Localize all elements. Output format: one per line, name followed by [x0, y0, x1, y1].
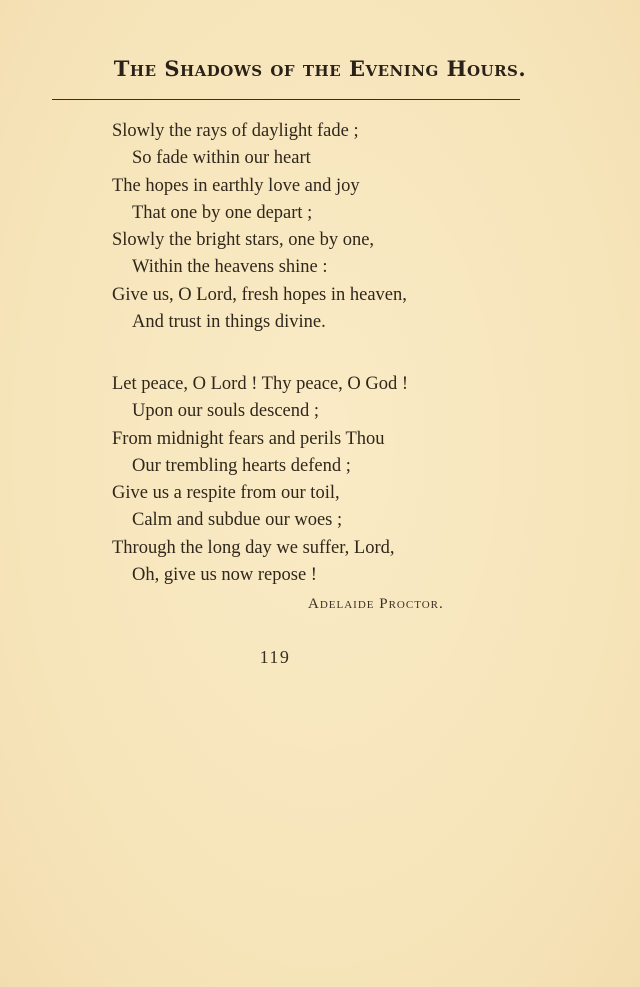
poem-line: Oh, give us now repose ! [132, 565, 317, 586]
poem-line: Upon our souls descend ; [132, 401, 320, 422]
header-rule [52, 99, 520, 100]
stanza-2 [112, 371, 492, 589]
poem-line: Through the long day we suffer, Lord, [112, 537, 395, 558]
poem-line: And trust in things divine. [132, 312, 326, 333]
poem-line: Let peace, O Lord ! Thy peace, O God ! [112, 374, 409, 394]
poem-line: Calm and subdue our woes ; [132, 510, 343, 531]
poem-line: That one by one depart ; [132, 202, 313, 223]
stanza-1 [112, 118, 492, 336]
author-attribution: Adelaide Proctor. [308, 596, 444, 612]
page-number: 119 [259, 647, 291, 667]
poem-line: The hopes in earthly love and joy [112, 175, 360, 196]
poem-line: Give us a respite from our toil, [112, 483, 340, 504]
poem-line: Our trembling hearts defend ; [132, 455, 351, 476]
poem-line: Within the heavens shine : [132, 257, 328, 278]
poem-line: From midnight fears and perils Thou [112, 428, 385, 449]
running-head: The Shadows of the Evening Hours. [113, 56, 527, 81]
poem-line: Give us, O Lord, fresh hopes in heaven, [112, 284, 407, 305]
poem-line: Slowly the bright stars, one by one, [112, 230, 375, 251]
poem-line: So fade within our heart [132, 148, 311, 169]
poem-line: Slowly the rays of daylight fade ; [112, 121, 359, 141]
